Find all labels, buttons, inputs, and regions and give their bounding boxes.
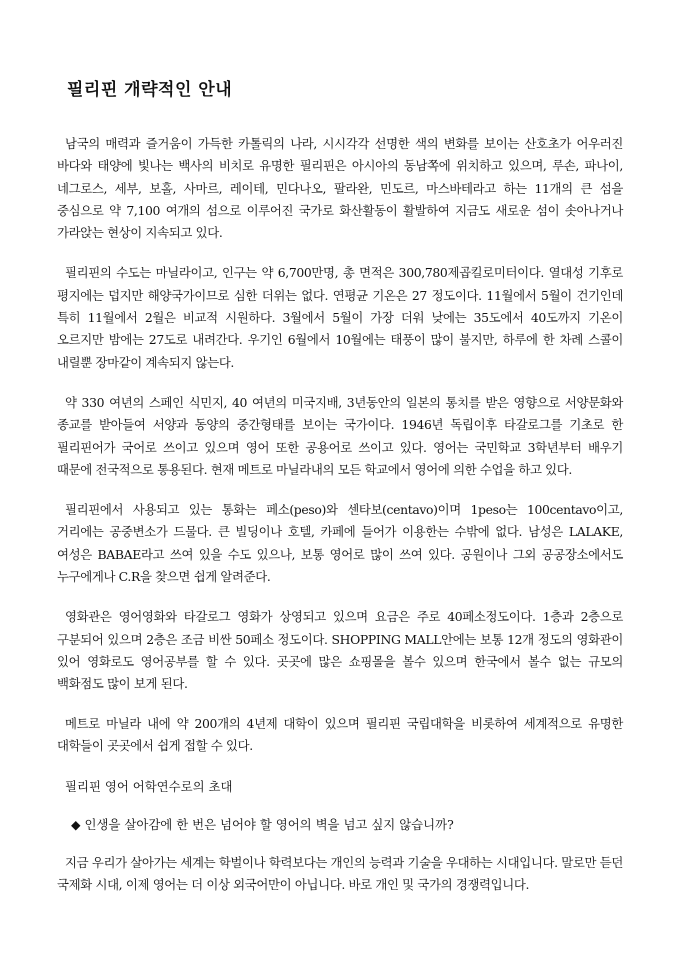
paragraph-closing: 지금 우리가 살아가는 세계는 학벌이나 학력보다는 개인의 능력과 기술을 우대하는 시대입니다. 말로만 듣던 국제화 시대, 이제 영어는 더 이상 외국어만이 아닙니다. 바로 개인 및 국가의 경쟁력입니다. xyxy=(57,855,623,893)
document-title: 필리핀 개략적인 안내 xyxy=(67,80,233,100)
question-line xyxy=(71,815,623,835)
question-text: 인생을 살아감에 한 번은 넘어야 할 영어의 벽을 넘고 싶지 않습니까? xyxy=(84,817,454,833)
paragraph-currency-facilities: 필리핀에서 사용되고 있는 통화는 페소(peso)와 센타보(centavo)이며 1peso는 100centavo이고, 거리에는 공중변소가 드물다. 큰 빌딩이나 호텔, 카페에 들어가 이용한는 수밖에 없다. 남성은 LALAKE, 여성은 BABAE라고 쓰여 있을 수도 있으나, 보통 영어로 많이 쓰여 있다. 공원이나 그외 공공장소에서도 누구에게나 C.R을 찾으면 쉽게 알려준다. xyxy=(57,502,623,585)
paragraph-universities: 메트로 마닐라 내에 약 200개의 4년제 대학이 있으며 필리핀 국립대학을 비롯하여 세계적으로 유명한 대학들이 곳곳에서 쉽게 접할 수 있다. xyxy=(57,715,623,753)
paragraph-intro: 남국의 매력과 즐거움이 가득한 카톨릭의 나라, 시시각각 선명한 색의 변화를 보이는 산호초가 어우러진 바다와 태양에 빛나는 백사의 비치로 유명한 필리핀은 아시아의 동남쪽에 위치하고 있으며, 루손, 파나이, 네그로스, 세부, 보홀, 사마르, 레이테, 민다나오, 팔라완, 민도르, 마스바테라고 하는 11개의 큰 섬을 중심으로 약 7,100 여개의 섬으로 이루어진 국가로 화산활동이 활발하여 지금도 새로운 섬이 솟아나거나 가라앉는 현상이 지속되고 있다. xyxy=(57,136,623,241)
section-subtitle: 필리핀 영어 어학연수로의 초대 xyxy=(65,779,233,795)
document-page xyxy=(57,78,623,897)
paragraph-capital-climate: 필리핀의 수도는 마닐라이고, 인구는 약 6,700만명, 총 면적은 300,780제곱킬로미터이다. 열대성 기후로 평지에는 덥지만 해양국가이므로 심한 더위는 없다. 연평균 기온은 27 정도이다. 11월에서 5월이 건기인데 특히 11월에서 2월은 비교적 시원하다. 3월에서 5월이 가장 더워 낮에는 35도에서 40도까지 기온이 오르지만 밤에는 27도로 내려간다. 우기인 6월에서 10월에는 태풍이 많이 불지만, 하루에 한 차례 스콜이 내릴뿐 장마같이 계속되지 않는다. xyxy=(57,265,623,370)
paragraph-cinema-shopping: 영화관은 영어영화와 타갈로그 영화가 상영되고 있으며 요금은 주로 40페소정도이다. 1층과 2층으로 구분되어 있으며 2층은 조금 비싼 50페소 정도이다. SHOPPING MALL안에는 보통 12개 정도의 영화관이 있어 영화로도 영어공부를 할 수 있다. 곳곳에 많은 쇼핑몰을 볼수 있으며 한국에서 볼수 없는 규모의 백화점도 많이 보게 된다. xyxy=(57,609,623,692)
diamond-bullet-icon: ◆ xyxy=(71,817,81,833)
paragraph-history-language: 약 330 여년의 스페인 식민지, 40 여년의 미국지배, 3년동안의 일본의 통치를 받은 영향으로 서양문화와 종교를 받아들여 서양과 동양의 중간형태를 보이는 국가이다. 1946년 독립이후 타갈로그를 기초로 한 필리핀어가 국어로 쓰이고 있으며 영어 또한 공용어로 쓰이고 있다. 영어는 국민학교 3학년부터 배우기 때문에 전국적으로 통용된다. 현재 메트로 마닐라내의 모든 학교에서 영어에 의한 수업을 하고 있다. xyxy=(57,394,623,477)
